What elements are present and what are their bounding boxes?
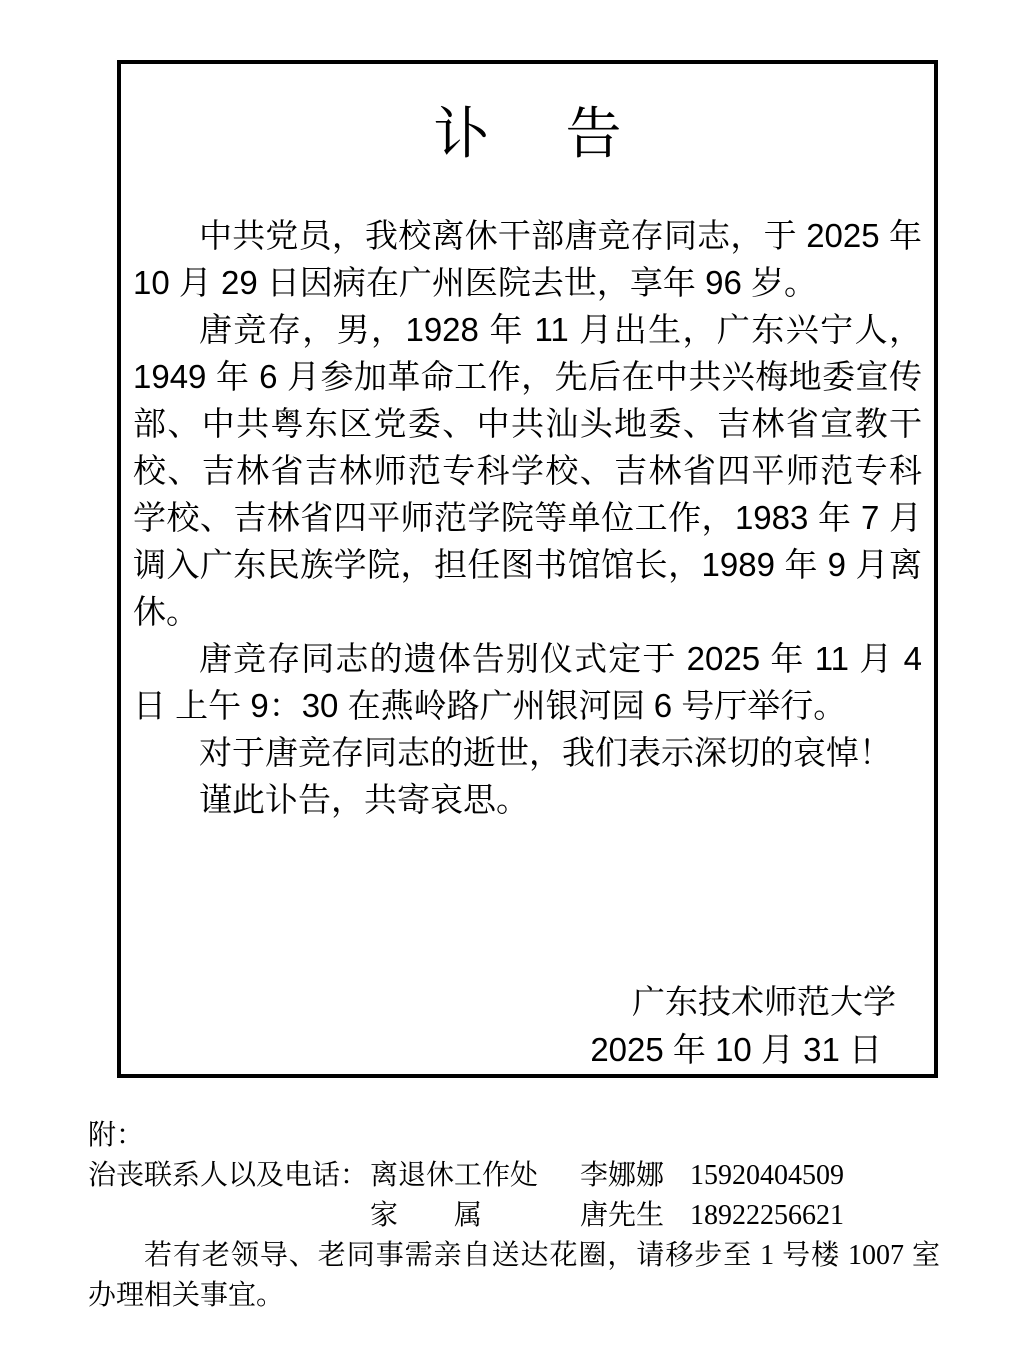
notice-paragraph-biography: 唐竞存，男，1928 年 11 月出生，广东兴宁人，1949 年 6 月参加革命工作，先后在中共兴梅地委宣传部、中共粤东区党委、中共汕头地委、吉林省宣教干校、吉林省吉林师范专科学校、吉林省四平师范专科学校、吉林省四平师范学院等单位工作，1983 年 7 月调入广东民族学院，担任图书馆馆长，1989 年 9 月离休。 [133,311,922,630]
notice-body [133,212,922,823]
attachment-wreath-note: 若有老领导、老同事需亲自送达花圈，请移步至 1 号楼 1007 室办理相关事宜。 [88,1240,940,1311]
contact-person-family: 唐先生 [580,1200,665,1231]
contact-person-office: 李娜娜 [580,1160,665,1191]
signature-date: 2025 年 10 月 31 日 [590,1031,882,1068]
contact-heading: 治丧联系人以及电话： [88,1160,369,1191]
notice-paragraph-condolence: 对于唐竞存同志的逝世，我们表示深切的哀悼！ [199,734,892,771]
notice-title-text: 讣 告 [433,102,632,165]
notice-paragraph-memorial-ceremony: 唐竞存同志的遗体告别仪式定于 2025 年 11 月 4 日 上午 9：30 在燕岭路广州银河园 6 号厅举行。 [133,640,922,724]
contact-phone-family: 18922256621 [690,1200,844,1231]
contact-row-family [88,1196,940,1236]
notice-paragraph-closing: 谨此讣告，共寄哀思。 [199,781,529,818]
notice-title [133,104,922,164]
contact-unit-family: 家 属 [370,1200,483,1231]
contact-row-office [88,1156,940,1196]
contact-row-spacer [88,1196,370,1236]
obituary-notice-box [117,60,938,1078]
signature-organization: 广东技术师范大学 [632,983,896,1020]
contact-unit-office: 离退休工作处 [370,1160,539,1191]
signature-block [133,978,922,1074]
attachment-label: 附： [88,1120,145,1151]
attachment-section [88,1116,940,1316]
contact-phone-office: 15920404509 [690,1160,844,1191]
notice-paragraph-death-announcement: 中共党员，我校离休干部唐竞存同志，于 2025 年 10 月 29 日因病在广州医院去世，享年 96 岁。 [133,217,922,301]
